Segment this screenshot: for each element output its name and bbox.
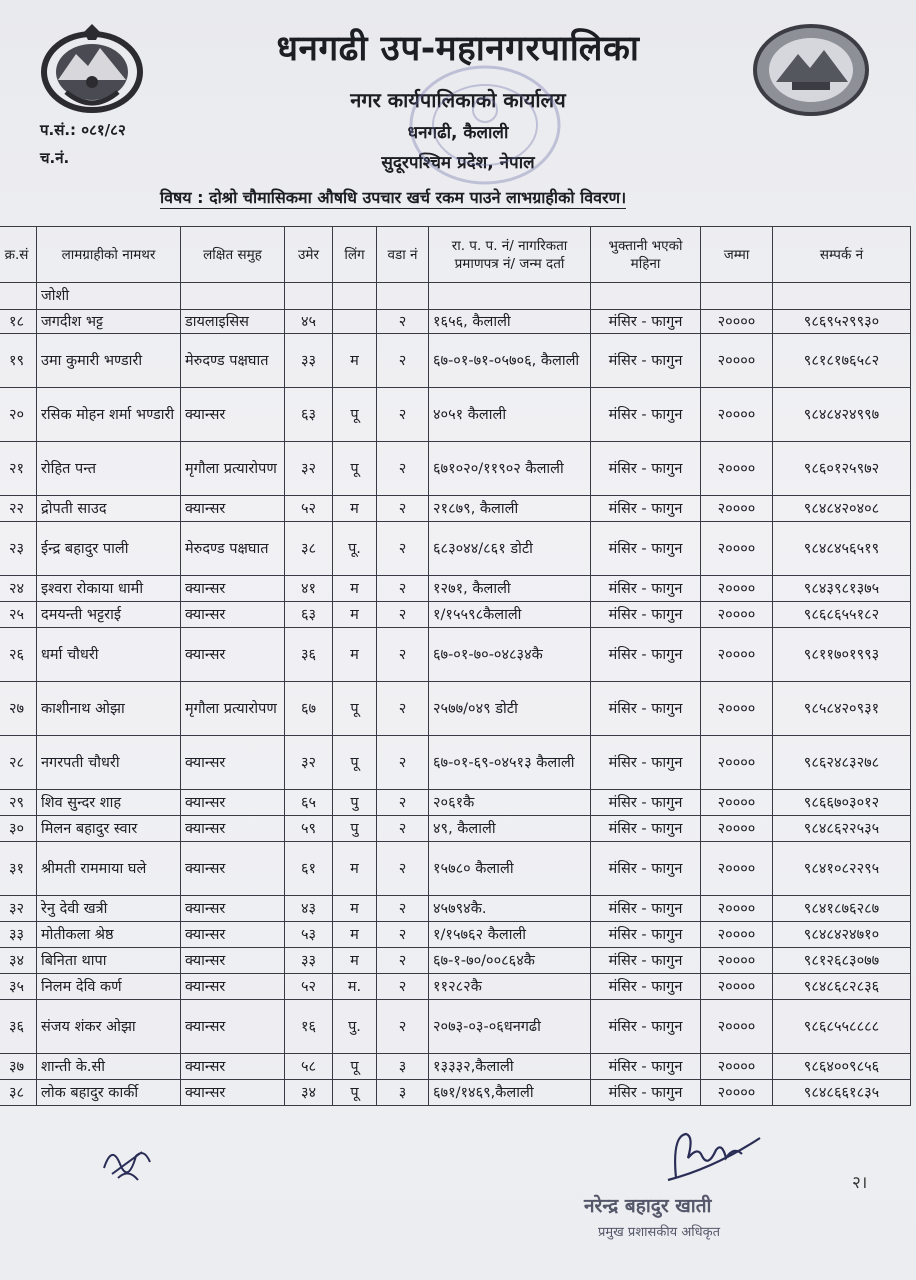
contact-cell: ९८४८४२४७१०	[773, 922, 911, 948]
contact-cell: ९८६०१२५९७२	[773, 442, 911, 496]
ward-cell: ३	[377, 1080, 429, 1106]
contact-cell: ९८६८६५५१८२	[773, 602, 911, 628]
ward-cell: २	[377, 1000, 429, 1054]
month-cell: मंसिर - फागुन	[591, 602, 701, 628]
table-row	[0, 388, 911, 442]
table-row	[0, 948, 911, 974]
table-row	[0, 1080, 911, 1106]
month-cell: मंसिर - फागुन	[591, 1080, 701, 1106]
id-cell: २५७७/०४९ डोटी	[429, 682, 591, 736]
sn-cell: २९	[0, 790, 37, 816]
name-cell: रसिक मोहन शर्मा भण्डारी	[37, 388, 181, 442]
gender-cell: पु.	[333, 1000, 377, 1054]
amount-cell: २००००	[701, 1000, 773, 1054]
group-cell: मेरुदण्ड पक्षघात	[181, 334, 285, 388]
id-cell: ४५७९४कै.	[429, 896, 591, 922]
contact-cell: ९८१२६८३०७७	[773, 948, 911, 974]
gender-cell: पू	[333, 388, 377, 442]
page-number: २।	[852, 1173, 868, 1193]
col-header-amount: जम्मा	[701, 227, 773, 283]
id-cell: ६७-१-७०/००८६४कै	[429, 948, 591, 974]
table-row	[0, 576, 911, 602]
group-cell: क्यान्सर	[181, 816, 285, 842]
month-cell: मंसिर - फागुन	[591, 1054, 701, 1080]
gender-cell: पु	[333, 790, 377, 816]
id-cell: १३३३२,कैलाली	[429, 1054, 591, 1080]
id-cell: ६७-०१-६९-०४५१३ कैलाली	[429, 736, 591, 790]
gender-cell: म	[333, 896, 377, 922]
name-cell: बिनिता थापा	[37, 948, 181, 974]
amount-cell: २००००	[701, 790, 773, 816]
month-cell: मंसिर - फागुन	[591, 790, 701, 816]
group-cell: मेरुदण्ड पक्षघात	[181, 522, 285, 576]
ward-cell: २	[377, 896, 429, 922]
month-cell: मंसिर - फागुन	[591, 974, 701, 1000]
gender-cell: पू.	[333, 522, 377, 576]
amount-cell: २००००	[701, 496, 773, 522]
gender-cell: म	[333, 628, 377, 682]
gender-cell: पू	[333, 682, 377, 736]
name-cell: नगरपती चौधरी	[37, 736, 181, 790]
sn-cell: ३०	[0, 816, 37, 842]
contact-cell: ९८४८४२०४०८	[773, 496, 911, 522]
sn-cell: ३५	[0, 974, 37, 1000]
ward-cell: २	[377, 682, 429, 736]
contact-cell: ९८४८४५६५१९	[773, 522, 911, 576]
table-row	[0, 736, 911, 790]
month-cell: मंसिर - फागुन	[591, 576, 701, 602]
sn-cell: ३२	[0, 896, 37, 922]
sn-cell: ३६	[0, 1000, 37, 1054]
group-cell: क्यान्सर	[181, 576, 285, 602]
table-row	[0, 1000, 911, 1054]
sn-cell: ३७	[0, 1054, 37, 1080]
month-cell: मंसिर - फागुन	[591, 922, 701, 948]
month-cell: मंसिर - फागुन	[591, 842, 701, 896]
id-cell: १/१५७६२ कैलाली	[429, 922, 591, 948]
month-cell: मंसिर - फागुन	[591, 310, 701, 334]
name-cell: द्रोपती साउद	[37, 496, 181, 522]
col-header-id: रा. प. प. नं/ नागरिकता प्रमाणपत्र नं/ जन्म दर्ता	[429, 227, 591, 283]
ward-cell: २	[377, 602, 429, 628]
amount-cell: २००००	[701, 576, 773, 602]
group-cell: क्यान्सर	[181, 602, 285, 628]
name-cell: धर्मा चौधरी	[37, 628, 181, 682]
group-cell: क्यान्सर	[181, 388, 285, 442]
gender-cell: म	[333, 842, 377, 896]
month-cell: मंसिर - फागुन	[591, 896, 701, 922]
age-cell: ३२	[285, 736, 333, 790]
age-cell: ६३	[285, 388, 333, 442]
signature-left-icon	[98, 1138, 158, 1186]
sn-cell: २०	[0, 388, 37, 442]
table-row	[0, 842, 911, 896]
contact-cell: ९८११७०१९९३	[773, 628, 911, 682]
col-header-sn: क्र.सं	[0, 227, 37, 283]
beneficiary-table	[0, 226, 911, 1106]
name-cell: शान्ती के.सी	[37, 1054, 181, 1080]
table-row	[0, 522, 911, 576]
amount-cell: २००००	[701, 334, 773, 388]
gender-cell: म	[333, 576, 377, 602]
table-row	[0, 682, 911, 736]
table-row	[0, 790, 911, 816]
age-cell: ६७	[285, 682, 333, 736]
name-cell: श्रीमती राममाया घले	[37, 842, 181, 896]
id-cell: ६७१०२०/११९०२ कैलाली	[429, 442, 591, 496]
amount-cell: २००००	[701, 974, 773, 1000]
amount-cell: २००००	[701, 628, 773, 682]
month-cell: मंसिर - फागुन	[591, 816, 701, 842]
ward-cell: ३	[377, 1054, 429, 1080]
sn-cell: २८	[0, 736, 37, 790]
sn-cell: ३८	[0, 1080, 37, 1106]
group-cell: क्यान्सर	[181, 948, 285, 974]
gender-cell: पू	[333, 1054, 377, 1080]
ward-cell: २	[377, 790, 429, 816]
signature-right-icon	[664, 1128, 764, 1188]
amount-cell: २००००	[701, 922, 773, 948]
gender-cell: म	[333, 602, 377, 628]
age-cell: ५८	[285, 1054, 333, 1080]
age-cell: ५२	[285, 974, 333, 1000]
sn-cell: २७	[0, 682, 37, 736]
gender-cell: पू	[333, 736, 377, 790]
table-row	[0, 974, 911, 1000]
name-cell: काशीनाथ ओझा	[37, 682, 181, 736]
group-cell: क्यान्सर	[181, 1080, 285, 1106]
name-cell: उमा कुमारी भण्डारी	[37, 334, 181, 388]
amount-cell: २००००	[701, 736, 773, 790]
col-header-group: लक्षित समुह	[181, 227, 285, 283]
id-cell: ४०५१ कैलाली	[429, 388, 591, 442]
table-row-continuation	[0, 283, 911, 310]
id-cell: ११२८२कै	[429, 974, 591, 1000]
group-cell: क्यान्सर	[181, 922, 285, 948]
group-cell: क्यान्सर	[181, 974, 285, 1000]
office-place: धनगढी, कैलाली	[407, 123, 509, 143]
contact-cell: ९८४८४२४९९७	[773, 388, 911, 442]
id-cell: १५७८० कैलाली	[429, 842, 591, 896]
signatory-name: नरेन्द्र बहादुर खाती	[584, 1195, 712, 1217]
ward-cell: २	[377, 948, 429, 974]
age-cell: ५९	[285, 816, 333, 842]
sn-cell: २४	[0, 576, 37, 602]
group-cell: क्यान्सर	[181, 896, 285, 922]
amount-cell: २००००	[701, 522, 773, 576]
group-cell: क्यान्सर	[181, 1054, 285, 1080]
contact-cell: ९८४८६६१८३५	[773, 1080, 911, 1106]
month-cell: मंसिर - फागुन	[591, 442, 701, 496]
group-cell: क्यान्सर	[181, 736, 285, 790]
id-cell: ४९, कैलाली	[429, 816, 591, 842]
gender-cell: पू	[333, 1080, 377, 1106]
name-cell: रेनु देवी खत्री	[37, 896, 181, 922]
amount-cell: २००००	[701, 896, 773, 922]
amount-cell: २००००	[701, 842, 773, 896]
id-cell: १२७१, कैलाली	[429, 576, 591, 602]
name-cell: मिलन बहादुर स्वार	[37, 816, 181, 842]
table-row	[0, 628, 911, 682]
contact-cell: ९८६८५५८८८८	[773, 1000, 911, 1054]
table-row	[0, 1054, 911, 1080]
municipality-logo-icon	[752, 24, 870, 116]
age-cell: ६३	[285, 602, 333, 628]
month-cell: मंसिर - फागुन	[591, 628, 701, 682]
amount-cell: २००००	[701, 442, 773, 496]
contact-cell: ९८४८६८२८३६	[773, 974, 911, 1000]
ward-cell: २	[377, 842, 429, 896]
ward-cell: २	[377, 922, 429, 948]
contact-cell: ९८६४००९८५६	[773, 1054, 911, 1080]
name-cell: रोहित पन्त	[37, 442, 181, 496]
group-cell: मृगौला प्रत्यारोपण	[181, 682, 285, 736]
id-cell: ६७१/१४६९,कैलाली	[429, 1080, 591, 1106]
signatory-designation: प्रमुख प्रशासकीय अधिकृत	[598, 1225, 721, 1240]
group-cell: क्यान्सर	[181, 1000, 285, 1054]
name-cell: शिव सुन्दर शाह	[37, 790, 181, 816]
ward-cell: २	[377, 576, 429, 602]
sn-cell: २३	[0, 522, 37, 576]
name-cell: जगदीश भट्ट	[37, 310, 181, 334]
dispatch-number: च.नं.	[40, 149, 70, 167]
age-cell: ४५	[285, 310, 333, 334]
group-cell: क्यान्सर	[181, 842, 285, 896]
sn-cell: ३४	[0, 948, 37, 974]
contact-cell: ९८४१८७६२८७	[773, 896, 911, 922]
name-cell: ईन्द्र बहादुर पाली	[37, 522, 181, 576]
month-cell: मंसिर - फागुन	[591, 682, 701, 736]
name-cell: लोक बहादुर कार्की	[37, 1080, 181, 1106]
age-cell: ४३	[285, 896, 333, 922]
id-cell: २०७३-०३-०६धनगढी	[429, 1000, 591, 1054]
gender-cell: पू	[333, 442, 377, 496]
month-cell: मंसिर - फागुन	[591, 388, 701, 442]
month-cell: मंसिर - फागुन	[591, 522, 701, 576]
sn-cell: २२	[0, 496, 37, 522]
subject-line: विषय : दोश्रो चौमासिकमा औषधि उपचार खर्च रकम पाउने लाभग्राहीको विवरण।	[160, 188, 627, 207]
age-cell: ३३	[285, 334, 333, 388]
ward-cell: २	[377, 496, 429, 522]
group-cell: डायलाइसिस	[181, 310, 285, 334]
group-cell: क्यान्सर	[181, 496, 285, 522]
continued-name: जोशी	[37, 283, 181, 310]
gender-cell: म	[333, 496, 377, 522]
group-cell: मृगौला प्रत्यारोपण	[181, 442, 285, 496]
name-cell: इश्वरा रोकाया धामी	[37, 576, 181, 602]
sn-cell: २१	[0, 442, 37, 496]
amount-cell: २००००	[701, 1054, 773, 1080]
table-header-row	[0, 227, 911, 283]
month-cell: मंसिर - फागुन	[591, 334, 701, 388]
table-row	[0, 816, 911, 842]
id-cell: ६८३०४४/८६१ डोटी	[429, 522, 591, 576]
amount-cell: २००००	[701, 816, 773, 842]
age-cell: ३२	[285, 442, 333, 496]
contact-cell: ९८६२४८३२७८	[773, 736, 911, 790]
gender-cell: म	[333, 948, 377, 974]
ward-cell: २	[377, 816, 429, 842]
sn-cell: २६	[0, 628, 37, 682]
id-cell: २०६१कै	[429, 790, 591, 816]
id-cell: १६५६, कैलाली	[429, 310, 591, 334]
sn-cell: १८	[0, 310, 37, 334]
table-row	[0, 922, 911, 948]
age-cell: ६१	[285, 842, 333, 896]
name-cell: निलम देवि कर्ण	[37, 974, 181, 1000]
amount-cell: २००००	[701, 948, 773, 974]
gender-cell: म	[333, 922, 377, 948]
sn-cell: ३३	[0, 922, 37, 948]
ward-cell: २	[377, 310, 429, 334]
contact-cell: ९८५८४२०९३१	[773, 682, 911, 736]
age-cell: ५२	[285, 496, 333, 522]
office-name: नगर कार्यपालिकाको कार्यालय	[350, 88, 566, 112]
group-cell: क्यान्सर	[181, 628, 285, 682]
contact-cell: ९८४३९८१३७५	[773, 576, 911, 602]
ward-cell: २	[377, 628, 429, 682]
sn-cell: ३१	[0, 842, 37, 896]
municipality-title: धनगढी उप-महानगरपालिका	[276, 29, 640, 69]
month-cell: मंसिर - फागुन	[591, 496, 701, 522]
gender-cell: पु	[333, 816, 377, 842]
col-header-month: भुक्तानी भएको महिना	[591, 227, 701, 283]
col-header-ward: वडा नं	[377, 227, 429, 283]
office-province: सुदूरपश्चिम प्रदेश, नेपाल	[381, 153, 535, 173]
age-cell: ५३	[285, 922, 333, 948]
contact-cell: ९८६९५२९९३०	[773, 310, 911, 334]
ward-cell: २	[377, 388, 429, 442]
month-cell: मंसिर - फागुन	[591, 736, 701, 790]
ward-cell: २	[377, 974, 429, 1000]
gender-cell: म	[333, 334, 377, 388]
sn-cell: २५	[0, 602, 37, 628]
age-cell: ६५	[285, 790, 333, 816]
contact-cell: ९८६६७०३०१२	[773, 790, 911, 816]
table-row	[0, 334, 911, 388]
name-cell: दमयन्ती भट्टराई	[37, 602, 181, 628]
table-row	[0, 310, 911, 334]
office-stamp-icon	[405, 60, 565, 190]
id-cell: १/१५५९८कैलाली	[429, 602, 591, 628]
age-cell: ३४	[285, 1080, 333, 1106]
ward-cell: २	[377, 736, 429, 790]
ward-cell: २	[377, 442, 429, 496]
name-cell: संजय शंकर ओझा	[37, 1000, 181, 1054]
gender-cell: म.	[333, 974, 377, 1000]
id-cell: ६७-०१-७१-०५७०६, कैलाली	[429, 334, 591, 388]
month-cell: मंसिर - फागुन	[591, 948, 701, 974]
contact-cell: ९८४८६२२५३५	[773, 816, 911, 842]
amount-cell: २००००	[701, 310, 773, 334]
age-cell: ४१	[285, 576, 333, 602]
amount-cell: २००००	[701, 1080, 773, 1106]
contact-cell: ९८४१०८२२९५	[773, 842, 911, 896]
ward-cell: २	[377, 522, 429, 576]
reference-number: प.सं.: ०८१/८२	[40, 121, 126, 139]
age-cell: १६	[285, 1000, 333, 1054]
table-row	[0, 442, 911, 496]
name-cell: मोतीकला श्रेष्ठ	[37, 922, 181, 948]
amount-cell: २००००	[701, 682, 773, 736]
id-cell: ६७-०१-७०-०४८३४कै	[429, 628, 591, 682]
group-cell: क्यान्सर	[181, 790, 285, 816]
amount-cell: २००००	[701, 602, 773, 628]
id-cell: २१८७९, कैलाली	[429, 496, 591, 522]
age-cell: ३६	[285, 628, 333, 682]
ward-cell: २	[377, 334, 429, 388]
col-header-name: लामग्राहीको नामथर	[37, 227, 181, 283]
table-row	[0, 496, 911, 522]
col-header-contact: सम्पर्क नं	[773, 227, 911, 283]
col-header-age: उमेर	[285, 227, 333, 283]
month-cell: मंसिर - फागुन	[591, 1000, 701, 1054]
age-cell: ३३	[285, 948, 333, 974]
age-cell: ३८	[285, 522, 333, 576]
gender-cell	[333, 310, 377, 334]
table-row	[0, 896, 911, 922]
sn-cell: १९	[0, 334, 37, 388]
col-header-gender: लिंग	[333, 227, 377, 283]
contact-cell: ९८१८१७६५८२	[773, 334, 911, 388]
table-row	[0, 602, 911, 628]
amount-cell: २००००	[701, 388, 773, 442]
